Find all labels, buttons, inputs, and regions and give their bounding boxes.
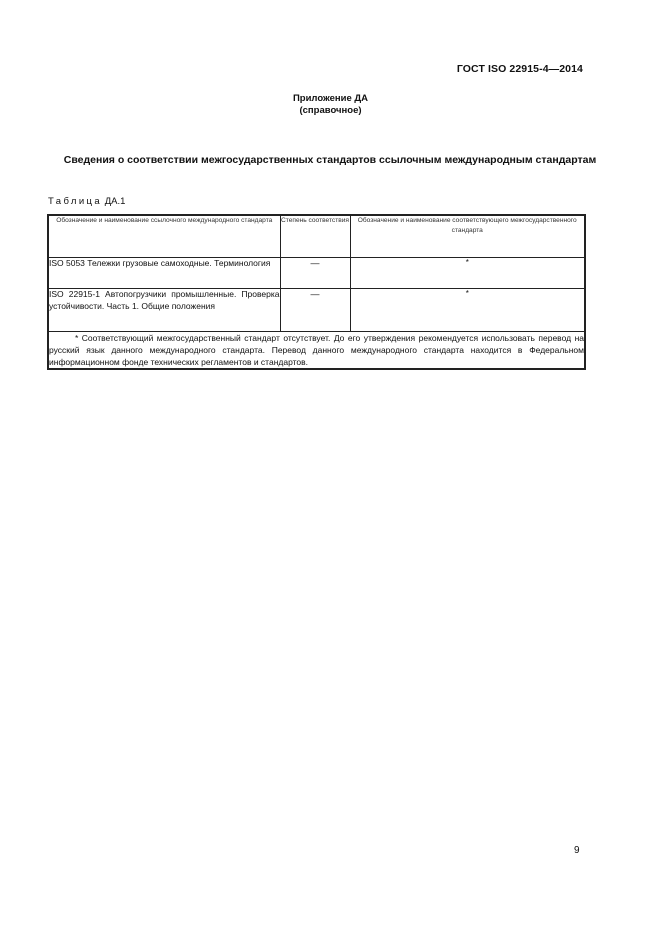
standards-table	[47, 214, 586, 370]
table-row	[48, 258, 585, 289]
row-degree: —	[280, 258, 350, 289]
row-international-standard: ISO 5053 Тележки грузовые самоходные. Терминология	[48, 258, 280, 289]
section-heading: Сведения о соответствии межгосударственных стандартов ссылочным международным стандартам	[63, 154, 597, 166]
column-header-degree: Степень соответствия	[280, 215, 350, 258]
appendix-title: Приложение ДА	[292, 93, 369, 104]
row-interstate-standard: *	[350, 258, 585, 289]
table-caption	[48, 196, 125, 207]
page-number: 9	[574, 845, 580, 856]
column-header-international-standard: Обозначение и наименование ссылочного международного стандарта	[48, 215, 280, 258]
row-degree: —	[280, 289, 350, 332]
table-caption-number: ДА.1	[104, 196, 126, 207]
row-interstate-standard: *	[350, 289, 585, 332]
table-caption-word: Таблица	[48, 196, 103, 207]
appendix-subtitle: (справочное)	[299, 105, 362, 116]
standard-code: ГОСТ ISO 22915-4—2014	[456, 63, 583, 75]
column-header-interstate-standard: Обозначение и наименование соответствующего межгосударственного стандарта	[350, 215, 585, 258]
table-footnote	[48, 332, 585, 370]
footnote-text: * Соответствующий межгосударственный стандарт отсутствует. До его утверждения рекомендуется использовать перевод на русский язык данного международного стандарта. Перевод данного международного стандарта находится в Федеральном информационном фонде технических регламентов и стандартов.	[49, 333, 584, 367]
table-footnote-row	[48, 332, 585, 370]
table-row	[48, 289, 585, 332]
table-header-row	[48, 215, 585, 258]
row-international-standard: ISO 22915-1 Автопогрузчики промышленные. Проверка устойчивости. Часть 1. Общие положения	[48, 289, 280, 332]
